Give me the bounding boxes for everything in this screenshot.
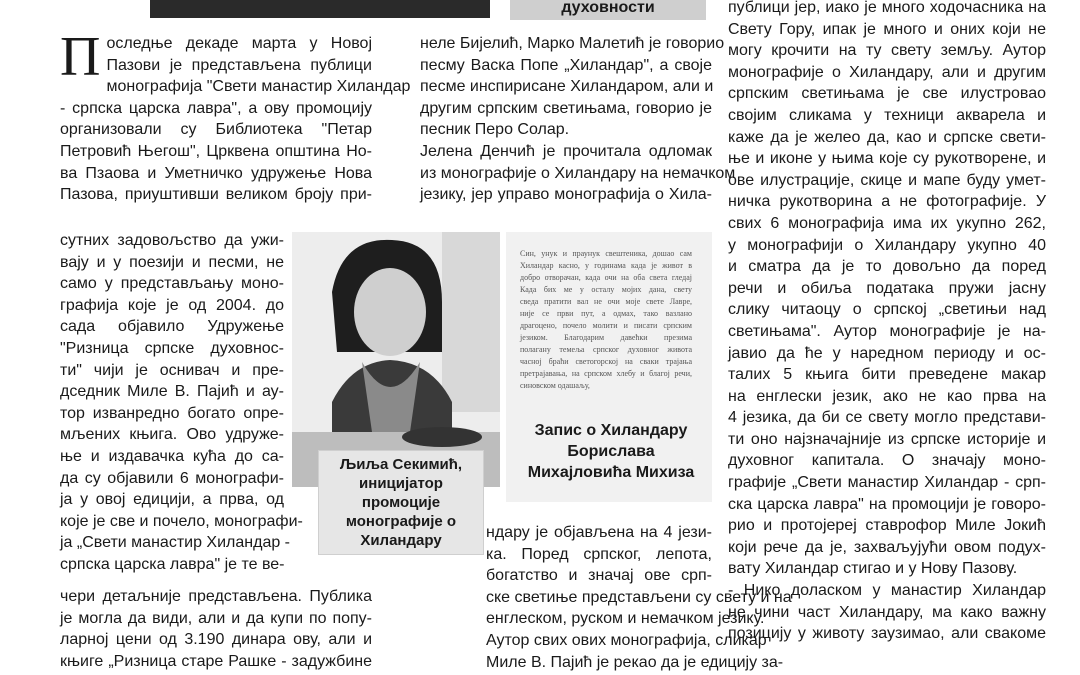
text-line: духовног капитала. О значају моно- xyxy=(728,452,1046,470)
text-line: могу крочити на ту свету земљу. Аутор xyxy=(728,42,1046,60)
text-line: дседник Миле В. Пајић и ау- xyxy=(60,383,284,401)
text-line: је могла да види, али и да купи по попу- xyxy=(60,609,372,627)
article-column-2 xyxy=(420,33,736,206)
portrait-photo xyxy=(292,232,500,487)
text-line: полагану темеља српског духовног живота xyxy=(520,345,692,354)
top-photo-strip-left xyxy=(150,0,490,18)
text-line: другим српским светињама, говорио је xyxy=(420,99,712,117)
text-line: ничка рукотворина а не фотографије. У xyxy=(728,193,1046,211)
text-line: организовали су Библиотека "Петар xyxy=(60,121,372,139)
text-line: ти оно најзначајније из српске историје и xyxy=(728,430,1046,448)
text-line: вају и у поезији и песми, не xyxy=(60,253,284,271)
text-line: Јелена Денчић је прочитала одломак xyxy=(420,142,712,160)
manuscript-caption xyxy=(516,420,706,483)
text-line: језику, јер управо монографија о Хила- xyxy=(420,186,712,204)
article-column-1-bottom xyxy=(60,586,372,672)
text-line: ње и издавачка кућа до са- xyxy=(60,447,284,465)
text-line: драгоцено, почело молити и писати српским xyxy=(520,321,692,330)
text-line: ларној цени од 3.190 динара ову, али и xyxy=(60,631,372,649)
text-line: у монографији о Хиландару укупно 40 xyxy=(728,236,1046,254)
text-line: песме инспирисане Хиландаром, али и xyxy=(420,78,714,96)
text-line: светињама". Аутор монографије је на- xyxy=(728,322,1046,340)
text-line: и сматра да је то довољно да поред xyxy=(728,258,1046,276)
manuscript-text xyxy=(520,248,692,392)
text-line: Аутор свих ових монографија, сликар xyxy=(486,631,767,649)
text-line: не чини част Хиландару, ма како важну xyxy=(728,603,1046,621)
article-column-2-lower xyxy=(486,522,792,673)
text-line: каже да је желео да, као и српске свети- xyxy=(728,128,1046,146)
text-line: богатство и значај ове срп- xyxy=(486,567,712,585)
text-line: ти" чији је оснивач и пре- xyxy=(60,361,284,379)
text-line: песник Перо Солар. xyxy=(420,121,570,139)
text-line: Када бих ме у осталу мојих дана, свету xyxy=(520,285,692,294)
article-column-1 xyxy=(60,26,411,206)
text-line: ње и иконе у њима које су рукотворене, и xyxy=(728,150,1046,168)
text-line: ове илустрације, скице и мапе буду умет- xyxy=(728,171,1046,189)
text-line: неле Бијелић, Марко Малетић је говорио xyxy=(420,35,725,52)
text-line: српским светињама је све илустровао xyxy=(728,85,1046,103)
text-line: Пазови је представљена публици xyxy=(106,56,372,74)
text-line: Син, унук и праунук свештеника, дошао сам xyxy=(520,249,692,258)
text-line: чери детаљније представљена. Публика xyxy=(60,588,372,605)
text-line: Миле В. Пајић је рекао да је едицију за- xyxy=(486,653,784,671)
text-line: српска царска лавра" је те ве- xyxy=(60,555,285,573)
text-line: позицију у животу заузимао, али свакоме xyxy=(728,625,1046,643)
text-line: није се први пут, а одмах, тако вазлано xyxy=(520,309,692,318)
article-column-3 xyxy=(728,0,1046,645)
text-line: ка. Поред српског, лепота, xyxy=(486,545,712,563)
text-line: Петровић Његош", Црквена општина Но- xyxy=(60,142,372,160)
text-line: ја „Свети манастир Хиландар - xyxy=(60,534,291,552)
text-line: - српска царска лавра", а ову промоцију xyxy=(60,99,372,117)
text-line: речи и обиља података пружи јасну xyxy=(728,279,1046,297)
text-line: монографија "Свети манастир Хиландар xyxy=(106,78,411,96)
text-line: ске светиње представљени су свету и на xyxy=(486,588,792,606)
text-line: ја у овој едицији, а прва, од xyxy=(60,491,284,509)
text-line: сведа пратити вал не очи моје свете Лавре, xyxy=(520,297,692,306)
text-line: песму Васка Попе „Хиландар", а своје xyxy=(420,56,712,74)
text-line: "Ризница српске духовнос- xyxy=(60,339,284,357)
text-line: графије „Свети манастир Хиландар - срп- xyxy=(728,474,1046,492)
text-line: мљених књига. Ово удруже- xyxy=(60,426,284,444)
portrait-image xyxy=(292,232,500,487)
text-line: које је све и почело, монографи- xyxy=(60,512,303,530)
text-line: вату Хиландар стигао и у Нову Пазову. xyxy=(728,560,1018,578)
article-column-1-wrapped xyxy=(60,230,303,576)
text-line: јавио да ће у наредном периоду и ос- xyxy=(728,344,1046,362)
text-line: свих 6 монографија има их укупно 262, xyxy=(728,214,1046,232)
text-line: Хиландар касно, у годинама када је живот в xyxy=(520,261,692,270)
text-line: часној браћи светогорској на сваки трајања xyxy=(520,357,692,366)
text-line: језиком. Благодарим давећки презима xyxy=(520,333,692,342)
text-line: добро отворачан, када очи на оба света гледај xyxy=(520,273,692,282)
text-line: монографије о Хиландару, али и другим xyxy=(728,63,1046,81)
text-line: Хиландару xyxy=(360,532,442,549)
text-line: 4 језика, да би се свету могло представи- xyxy=(728,409,1046,427)
text-line: монографије о xyxy=(345,513,457,530)
text-line: - Нико доласком у манастир Хиландар xyxy=(728,582,1046,600)
top-caption: духовности xyxy=(510,0,706,20)
text-line: сада објавило Удружење xyxy=(60,318,284,336)
text-line: слику читаоцу о српској „светињи над xyxy=(728,301,1046,319)
text-line: промоције xyxy=(361,494,441,511)
text-line: из монографије о Хиландару на немачком xyxy=(420,164,736,182)
text-line: само у представљању моно- xyxy=(60,275,284,293)
text-line: графија које је од 2004. до xyxy=(60,296,284,314)
text-line: да су објавили 6 монографи- xyxy=(60,469,284,487)
text-line: синовском одашаљу, xyxy=(520,381,590,390)
text-line: својим сликама у техници акварела и xyxy=(728,106,1046,124)
text-line: књиге „Ризница старе Рашке - задужбине xyxy=(60,652,372,670)
text-line: претрајавања, на српском хлебу и благој речи, xyxy=(520,369,692,378)
text-line: ва Пзаова и Уметничко удружење Нова xyxy=(60,164,372,182)
text-line: ска царска лавра" на промоцији је говоро- xyxy=(728,495,1046,513)
text-line: Љиља Секимић, xyxy=(339,456,463,473)
text-line: који рече да је, захваљујући овом подух- xyxy=(728,538,1046,556)
text-line: рио и протојереј ставрофор Миле Јокић xyxy=(728,517,1046,535)
text-line: Запис о Хиландару xyxy=(534,422,688,439)
text-line: Михајловића Михиза xyxy=(527,464,695,481)
text-line: оследње декаде марта у Новој xyxy=(106,35,372,52)
text-line: Свету Гору, ипак је много и оних који не xyxy=(728,20,1046,38)
text-line: талих 5 књига бити преведене макар xyxy=(728,366,1046,384)
text-line: Борислава xyxy=(567,443,655,460)
text-line: публици јер, иако је много ходочасника на xyxy=(728,0,1046,16)
text-line: енглеском, руском и немачком језику. xyxy=(486,610,765,628)
portrait-caption xyxy=(318,450,484,555)
text-line: тор изванредно богато опре- xyxy=(60,404,284,422)
drop-cap: П xyxy=(60,26,101,88)
text-line: Пазова, приуштивши великом броју при- xyxy=(60,186,372,204)
text-line: иницијатор xyxy=(359,475,443,492)
text-line: сутних задовољство да ужи- xyxy=(60,232,284,249)
text-line: на енглески језик, ако не као прва на xyxy=(728,387,1046,405)
text-line: ндару је објављена на 4 јези- xyxy=(486,524,712,541)
